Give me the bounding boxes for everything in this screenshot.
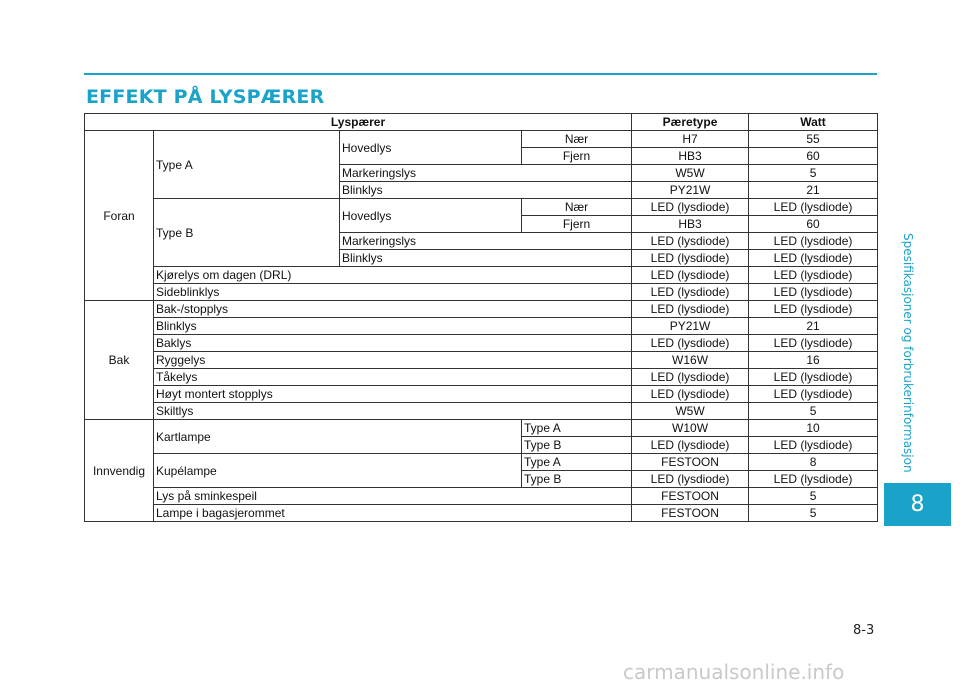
table-row — [85, 301, 878, 318]
bulb-type: LED (lysdiode) — [632, 335, 749, 352]
lamp-name: Bak-/stopplys — [154, 301, 632, 318]
hovedlys-label: Hovedlys — [340, 199, 522, 233]
watt-value: LED (lysdiode) — [749, 471, 878, 488]
watt-value: 5 — [749, 403, 878, 420]
watt-value: LED (lysdiode) — [749, 199, 878, 216]
bulb-type: W5W — [632, 403, 749, 420]
type-b-label: Type B — [154, 199, 340, 267]
bulb-type: W5W — [632, 165, 749, 182]
lamp-name: Baklys — [154, 335, 632, 352]
bulb-type: FESTOON — [632, 454, 749, 471]
variant-label: Type B — [522, 437, 632, 454]
bulb-type: LED (lysdiode) — [632, 369, 749, 386]
bulb-type: PY21W — [632, 318, 749, 335]
bulb-type: W10W — [632, 420, 749, 437]
bulb-type: LED (lysdiode) — [632, 437, 749, 454]
type-a-label: Type A — [154, 131, 340, 199]
bulb-type: FESTOON — [632, 488, 749, 505]
lamp-name: Kjørelys om dagen (DRL) — [154, 267, 632, 284]
table-row — [85, 505, 878, 522]
bulb-type: PY21W — [632, 182, 749, 199]
watt-value: LED (lysdiode) — [749, 250, 878, 267]
fjern-label: Fjern — [522, 216, 632, 233]
group-innvendig: Innvendig — [85, 420, 154, 522]
fjern-label: Fjern — [522, 148, 632, 165]
bulb-type: LED (lysdiode) — [632, 284, 749, 301]
bulb-type: H7 — [632, 131, 749, 148]
bulb-type: HB3 — [632, 216, 749, 233]
group-bak: Bak — [85, 301, 154, 420]
table-row — [85, 199, 878, 216]
variant-label: Type A — [522, 420, 632, 437]
watt-value: 8 — [749, 454, 878, 471]
lamp-name: Lys på sminkespeil — [154, 488, 632, 505]
header-type: Pæretype — [632, 114, 749, 131]
watermark: carmanualsonline.info — [623, 660, 845, 684]
side-section-label — [896, 215, 920, 490]
hovedlys-label: Hovedlys — [340, 131, 522, 165]
bulb-type: LED (lysdiode) — [632, 301, 749, 318]
table-row — [85, 267, 878, 284]
naer-label: Nær — [522, 131, 632, 148]
watt-value: 60 — [749, 216, 878, 233]
bulb-type: LED (lysdiode) — [632, 471, 749, 488]
table-header-row — [85, 114, 878, 131]
chapter-tab: 8 — [884, 483, 951, 526]
table-row — [85, 318, 878, 335]
lamp-name: Blinklys — [340, 182, 632, 199]
table-row — [85, 352, 878, 369]
page-title: EFFEKT PÅ LYSPÆRER — [86, 86, 325, 108]
table-row — [85, 488, 878, 505]
watt-value: 21 — [749, 182, 878, 199]
variant-label: Type A — [522, 454, 632, 471]
bulb-type: LED (lysdiode) — [632, 386, 749, 403]
watt-value: LED (lysdiode) — [749, 386, 878, 403]
bulb-type: W16W — [632, 352, 749, 369]
group-foran: Foran — [85, 131, 154, 301]
page-number: 8-3 — [853, 623, 875, 638]
watt-value: 16 — [749, 352, 878, 369]
bulb-type: FESTOON — [632, 505, 749, 522]
side-section-text: Spesifikasjoner og forbrukerinformasjon — [901, 232, 915, 473]
table-row — [85, 335, 878, 352]
watt-value: 5 — [749, 165, 878, 182]
table-row — [85, 131, 878, 148]
watt-value: 10 — [749, 420, 878, 437]
lamp-name: Blinklys — [154, 318, 632, 335]
table-row — [85, 369, 878, 386]
watt-value: LED (lysdiode) — [749, 369, 878, 386]
lamp-name: Markeringslys — [340, 165, 632, 182]
watt-value: LED (lysdiode) — [749, 437, 878, 454]
lamp-name: Tåkelys — [154, 369, 632, 386]
table-row — [85, 403, 878, 420]
bulb-type: LED (lysdiode) — [632, 250, 749, 267]
table-row — [85, 454, 878, 471]
watt-value: LED (lysdiode) — [749, 301, 878, 318]
watt-value: 5 — [749, 505, 878, 522]
bulb-type: HB3 — [632, 148, 749, 165]
naer-label: Nær — [522, 199, 632, 216]
table-row — [85, 386, 878, 403]
lamp-name: Sideblinklys — [154, 284, 632, 301]
kartlampe-label: Kartlampe — [154, 420, 522, 454]
lamp-name: Markeringslys — [340, 233, 632, 250]
lamp-name: Ryggelys — [154, 352, 632, 369]
header-lamp: Lyspærer — [85, 114, 632, 131]
watt-value: 21 — [749, 318, 878, 335]
watt-value: 60 — [749, 148, 878, 165]
bulb-spec-table — [84, 113, 878, 522]
watt-value: 55 — [749, 131, 878, 148]
watt-value: LED (lysdiode) — [749, 335, 878, 352]
top-rule — [84, 73, 877, 75]
lamp-name: Høyt montert stopplys — [154, 386, 632, 403]
table-row — [85, 284, 878, 301]
kupelampe-label: Kupélampe — [154, 454, 522, 488]
watt-value: 5 — [749, 488, 878, 505]
watt-value: LED (lysdiode) — [749, 267, 878, 284]
lamp-name: Lampe i bagasjerommet — [154, 505, 632, 522]
variant-label: Type B — [522, 471, 632, 488]
bulb-type: LED (lysdiode) — [632, 199, 749, 216]
bulb-type: LED (lysdiode) — [632, 267, 749, 284]
lamp-name: Skiltlys — [154, 403, 632, 420]
watt-value: LED (lysdiode) — [749, 284, 878, 301]
bulb-type: LED (lysdiode) — [632, 233, 749, 250]
lamp-name: Blinklys — [340, 250, 632, 267]
watt-value: LED (lysdiode) — [749, 233, 878, 250]
header-watt: Watt — [749, 114, 878, 131]
table-row — [85, 420, 878, 437]
